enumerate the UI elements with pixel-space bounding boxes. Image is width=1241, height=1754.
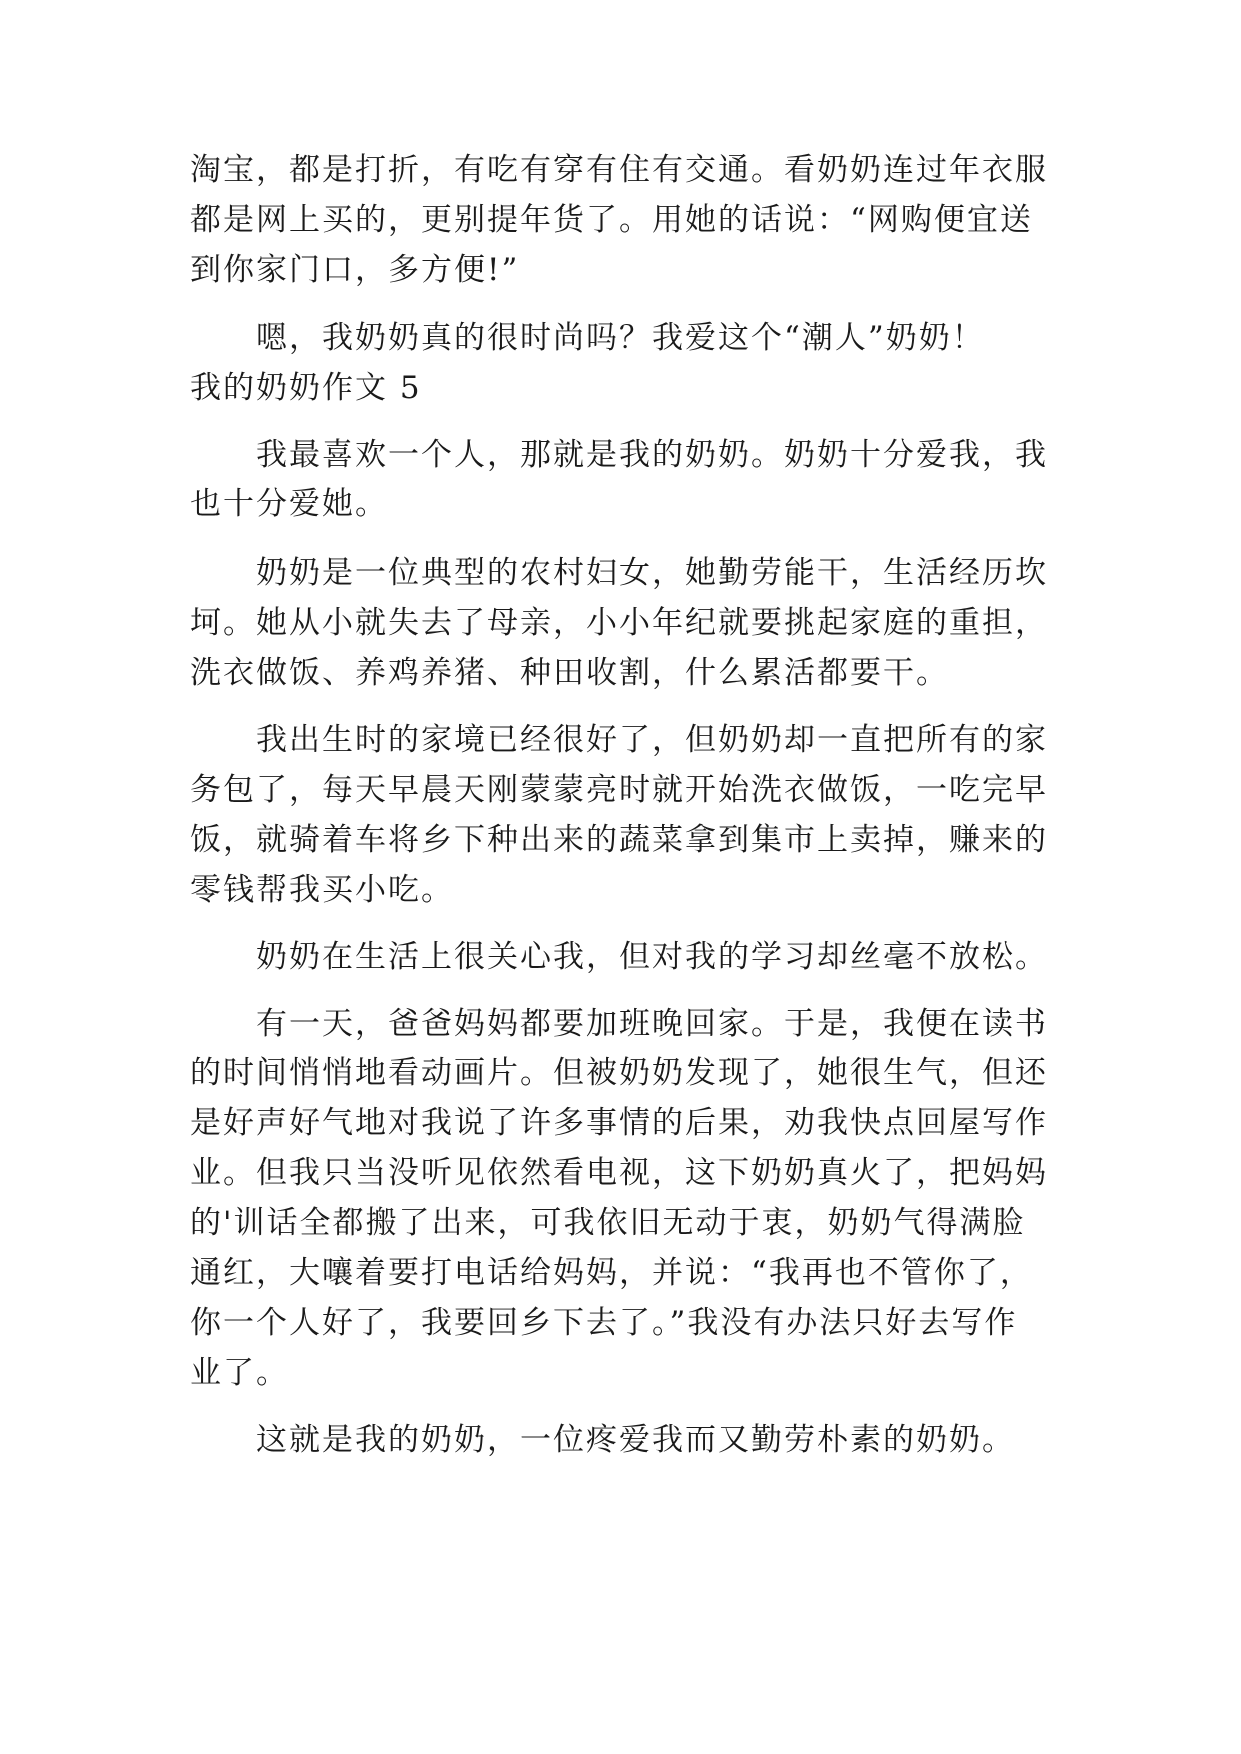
text-line: 也十分爱她。 (190, 486, 388, 522)
text-line: 业。但我只当没听见依然看电视，这下奶奶真火了，把妈妈 (190, 1155, 1048, 1191)
text-line: 零钱帮我买小吃。 (190, 872, 454, 908)
paragraph-line: 有一天，爸爸妈妈都要加班晚回家。于是，我便在读书 (256, 1006, 1048, 1042)
paragraph-line: 我出生时的家境已经很好了，但奶奶却一直把所有的家 (256, 722, 1048, 758)
text-line: 通红，大嚷着要打电话给妈妈，并说：“我再也不管你了， (190, 1255, 1033, 1291)
paragraph-line: 嗯，我奶奶真的很时尚吗？我爱这个“潮人”奶奶！ (256, 320, 985, 356)
text-line: 是好声好气地对我说了许多事情的后果，劝我快点回屋写作 (190, 1105, 1048, 1141)
text-line: 业了。 (190, 1355, 289, 1391)
text-line: 洗衣做饭、养鸡养猪、种田收割，什么累活都要干。 (190, 655, 949, 691)
text-line: 的'训话全都搬了出来，可我依旧无动于衷，奶奶气得满脸 (190, 1205, 1026, 1241)
text-line: 饭，就骑着车将乡下种出来的蔬菜拿到集市上卖掉，赚来的 (190, 822, 1048, 858)
paragraph-line: 这就是我的奶奶，一位疼爱我而又勤劳朴素的奶奶。 (256, 1422, 1015, 1458)
text-line: 你一个人好了，我要回乡下去了。”我没有办法只好去写作 (190, 1305, 1018, 1341)
text-line: 淘宝，都是打折，有吃有穿有住有交通。看奶奶连过年衣服 (190, 152, 1048, 188)
text-line: 到你家门口，多方便!” (190, 252, 520, 288)
section-heading: 我的奶奶作文 5 (190, 370, 422, 406)
paragraph-line: 我最喜欢一个人，那就是我的奶奶。奶奶十分爱我，我 (256, 437, 1048, 473)
text-line: 的时间悄悄地看动画片。但被奶奶发现了，她很生气，但还 (190, 1055, 1048, 1091)
text-line: 坷。她从小就失去了母亲，小小年纪就要挑起家庭的重担， (190, 605, 1048, 641)
paragraph-line: 奶奶在生活上很关心我，但对我的学习却丝毫不放松。 (256, 939, 1048, 975)
text-line: 务包了，每天早晨天刚蒙蒙亮时就开始洗衣做饭，一吃完早 (190, 772, 1048, 808)
paragraph-line: 奶奶是一位典型的农村妇女，她勤劳能干，生活经历坎 (256, 555, 1048, 591)
text-line: 都是网上买的，更别提年货了。用她的话说：“网购便宜送 (190, 202, 1033, 238)
